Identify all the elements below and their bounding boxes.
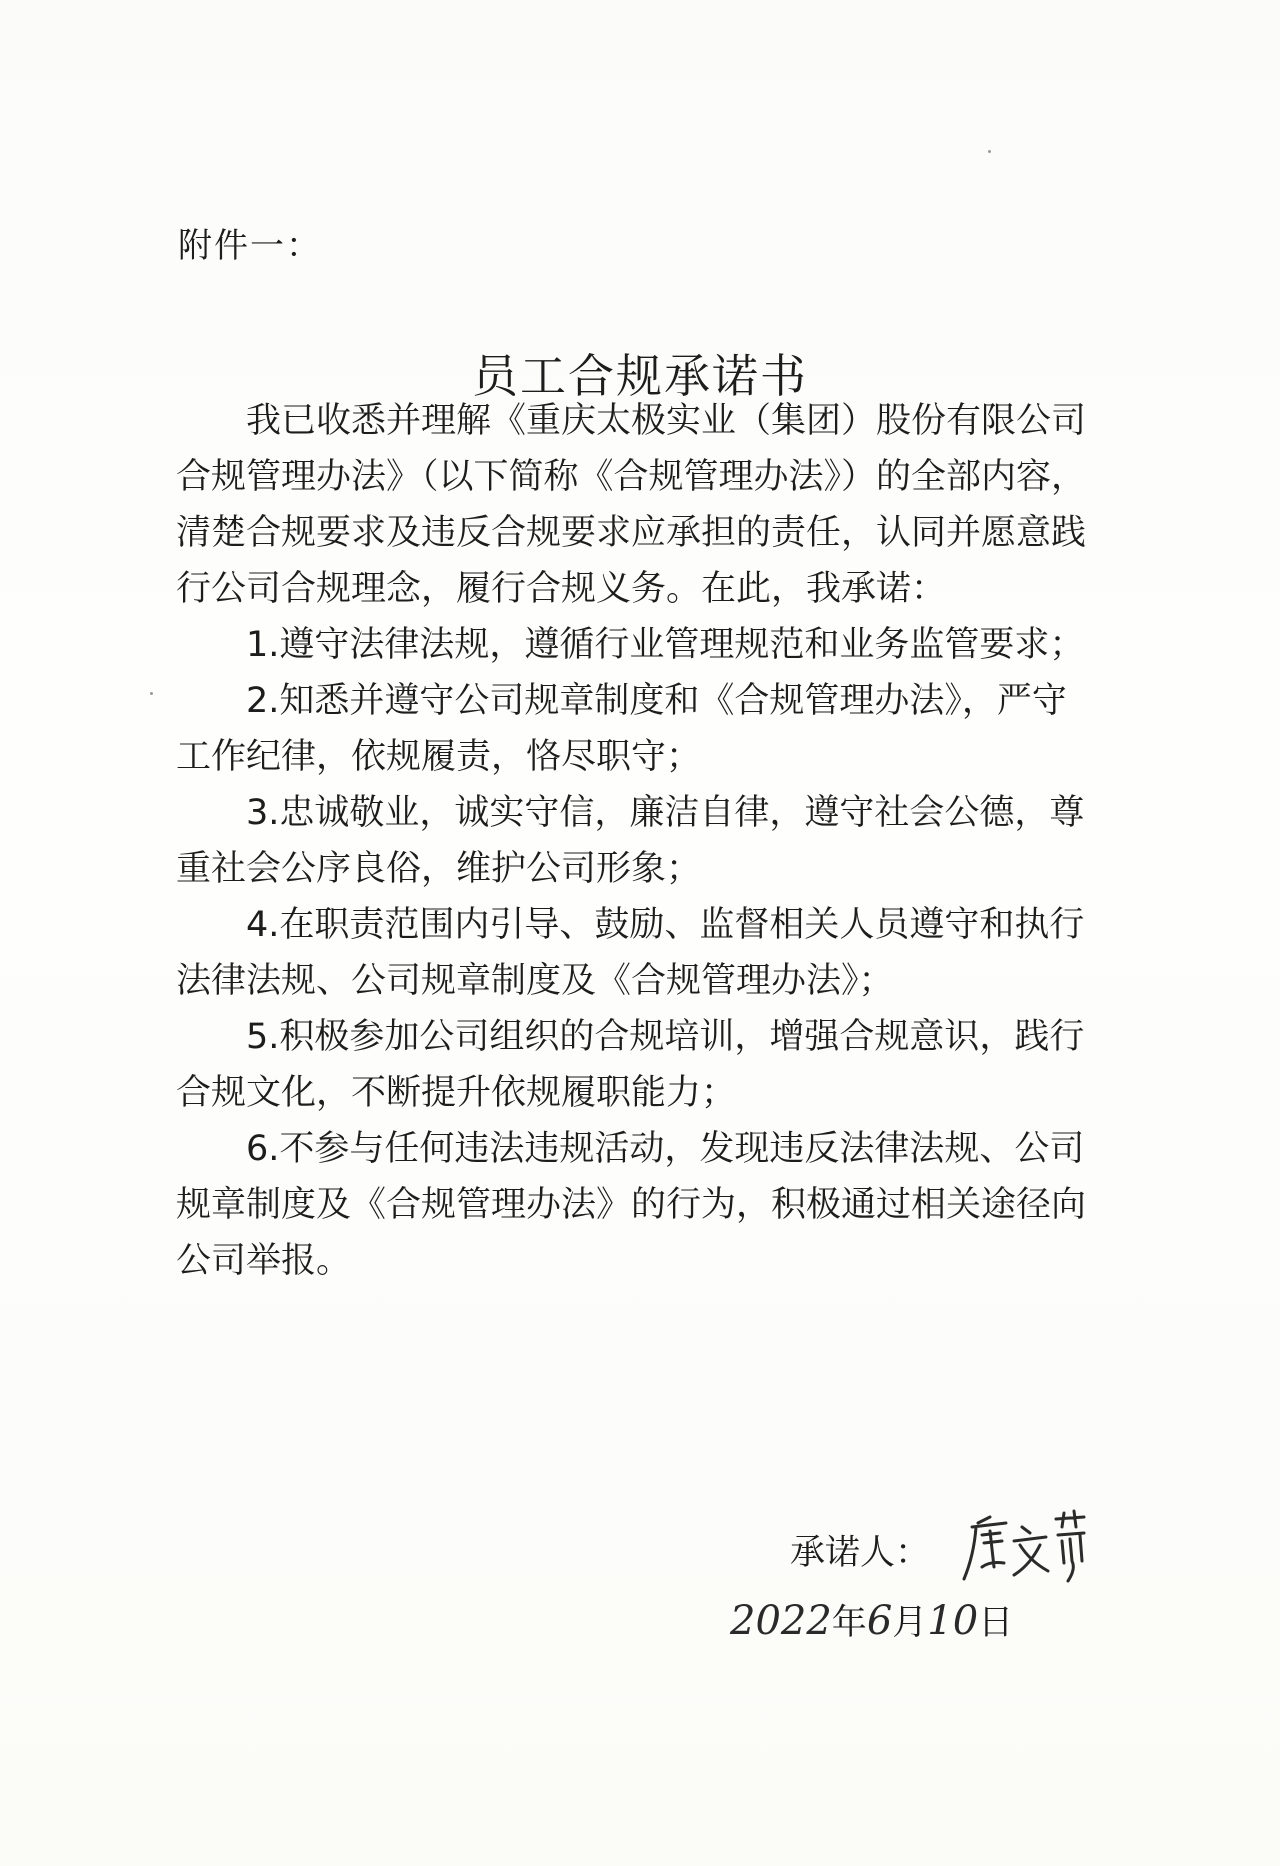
- body-line: 5.积极参加公司组织的合规培训，增强合规意识，践行: [246, 1017, 1085, 1057]
- date-month: 6: [866, 1598, 893, 1644]
- date-day-unit: 日: [978, 1603, 1014, 1643]
- body-line: 3.忠诚敬业，诚实守信，廉洁自律，遵守社会公德，尊: [246, 793, 1085, 833]
- date-line: [730, 1595, 1013, 1645]
- signer-label: 承诺人：: [790, 1533, 931, 1573]
- paper-speck: [150, 692, 153, 695]
- body-line: 法律法规、公司规章制度及《合规管理办法》；: [176, 961, 894, 1001]
- body-line: 合规管理办法》（以下简称《合规管理办法》）的全部内容，: [176, 457, 1087, 497]
- date-year-unit: 年: [831, 1603, 867, 1643]
- body-line: 行公司合规理念，履行合规义务。在此，我承诺：: [176, 569, 947, 609]
- body-line: 合规文化，不断提升依规履职能力；: [176, 1073, 737, 1113]
- body-line: 6.不参与任何违法违规活动，发现违反法律法规、公司: [246, 1129, 1085, 1169]
- paper-speck: [988, 150, 991, 153]
- body-line: 2.知悉并遵守公司规章制度和《合规管理办法》，严守: [246, 681, 1067, 721]
- body-line: 重社会公序良俗，维护公司形象；: [176, 849, 702, 889]
- body-line: 规章制度及《合规管理办法》的行为，积极通过相关途径向: [176, 1185, 1087, 1225]
- document-title: 员工合规承诺书: [472, 349, 808, 403]
- body-line: 1.遵守法律法规，遵循行业管理规范和业务监管要求；: [246, 625, 1085, 665]
- body-line: 4.在职责范围内引导、鼓励、监督相关人员遵守和执行: [246, 905, 1085, 945]
- date-day: 10: [927, 1598, 979, 1644]
- body-line: 公司举报。: [176, 1241, 352, 1281]
- attachment-label: 附件一：: [178, 226, 322, 266]
- handwritten-signature: [960, 1505, 1090, 1585]
- date-month-unit: 月: [892, 1603, 928, 1643]
- body-line: 工作纪律，依规履责，恪尽职守；: [176, 737, 702, 777]
- date-year: 2022: [730, 1598, 832, 1644]
- body-line: 清楚合规要求及违反合规要求应承担的责任，认同并愿意践: [176, 513, 1087, 553]
- body-line: 我已收悉并理解《重庆太极实业（集团）股份有限公司: [246, 401, 1087, 441]
